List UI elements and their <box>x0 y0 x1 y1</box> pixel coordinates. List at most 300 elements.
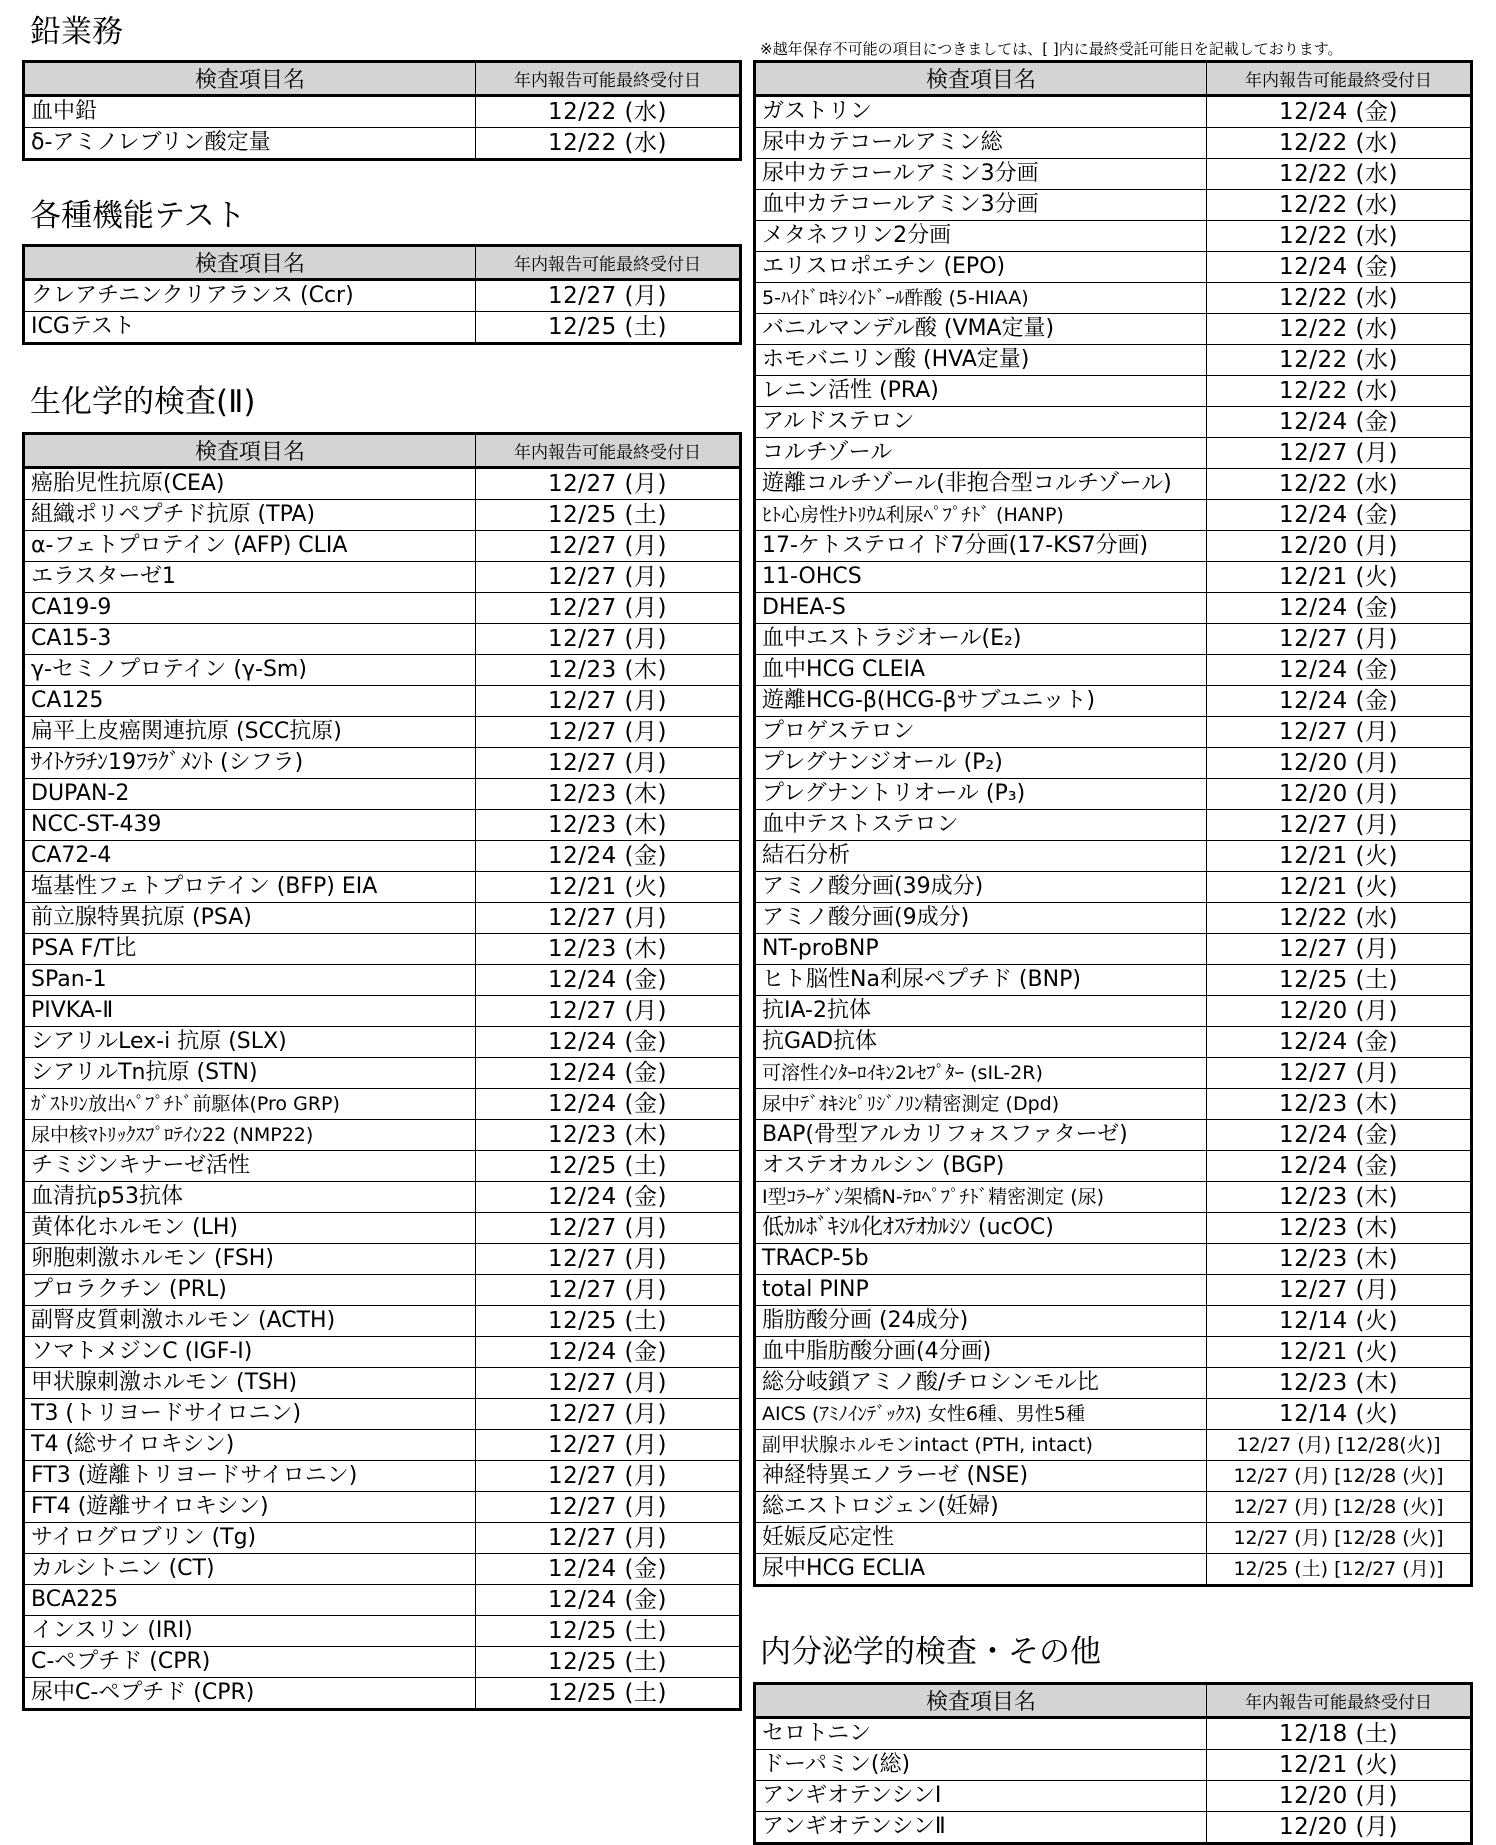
test-item-name: DUPAN-2 <box>24 779 476 810</box>
test-item-name: 抗IA-2抗体 <box>755 996 1207 1027</box>
deadline-date: 12/20 (月) <box>1207 1812 1472 1844</box>
table-row <box>24 655 741 686</box>
table-row <box>755 159 1472 190</box>
deadline-date: 12/20 (月) <box>1207 779 1472 810</box>
deadline-date: 12/27 (月) <box>1207 934 1472 965</box>
deadline-date: 12/27 (月) <box>476 1213 741 1244</box>
table-row <box>755 1089 1472 1120</box>
table-row <box>24 1616 741 1647</box>
table-row <box>755 1399 1472 1430</box>
deadline-date: 12/25 (土) <box>476 500 741 531</box>
table-row <box>755 96 1472 128</box>
table-row <box>755 779 1472 810</box>
table-function <box>22 244 742 345</box>
table-row <box>755 593 1472 624</box>
header-row <box>24 62 741 96</box>
deadline-date: 12/20 (月) <box>1207 1781 1472 1812</box>
test-item-name: 卵胞刺激ホルモン (FSH) <box>24 1244 476 1275</box>
deadline-date: 12/25 (土) [12/27 (月)] <box>1207 1554 1472 1586</box>
table-row <box>24 1213 741 1244</box>
table-row <box>755 1213 1472 1244</box>
test-item-name: 尿中ﾃﾞｵｷｼﾋﾟﾘｼﾞﾉﾘﾝ精密測定 (Dpd) <box>755 1089 1207 1120</box>
table-row <box>24 1151 741 1182</box>
table-row <box>755 1027 1472 1058</box>
table-row <box>755 1781 1472 1812</box>
test-item-name: プロゲステロン <box>755 717 1207 748</box>
test-item-name: TRACP-5b <box>755 1244 1207 1275</box>
deadline-date: 12/24 (金) <box>1207 593 1472 624</box>
test-item-name: 甲状腺刺激ホルモン (TSH) <box>24 1368 476 1399</box>
deadline-date: 12/27 (月) <box>476 468 741 500</box>
deadline-date: 12/27 (月) <box>476 686 741 717</box>
test-item-name: レニン活性 (PRA) <box>755 376 1207 407</box>
table-row <box>755 252 1472 283</box>
deadline-date: 12/27 (月) <box>476 1368 741 1399</box>
table-row <box>755 283 1472 314</box>
table-row <box>755 1151 1472 1182</box>
table-row <box>755 1058 1472 1089</box>
deadline-date: 12/23 (木) <box>476 934 741 965</box>
test-item-name: 血清抗p53抗体 <box>24 1182 476 1213</box>
section-title-endocrine: 内分泌学的検査・その他 <box>760 1634 1101 1670</box>
table-row <box>24 1306 741 1337</box>
test-item-name: 副甲状腺ホルモンintact (PTH, intact) <box>755 1430 1207 1461</box>
test-item-name: 癌胎児性抗原(CEA) <box>24 468 476 500</box>
test-item-name: 5-ﾊｲﾄﾞﾛｷｼｲﾝﾄﾞｰﾙ酢酸 (5-HIAA) <box>755 283 1207 314</box>
deadline-date: 12/24 (金) <box>1207 686 1472 717</box>
test-item-name: CA15-3 <box>24 624 476 655</box>
deadline-date: 12/25 (土) <box>476 1678 741 1710</box>
deadline-date: 12/27 (月) <box>476 280 741 312</box>
deadline-date: 12/27 (月) <box>476 1523 741 1554</box>
table-row <box>755 500 1472 531</box>
test-item-name: ｶﾞｽﾄﾘﾝ放出ﾍﾟﾌﾟﾁﾄﾞ前駆体(Pro GRP) <box>24 1089 476 1120</box>
deadline-date: 12/22 (水) <box>1207 314 1472 345</box>
test-item-name: アミノ酸分画(9成分) <box>755 903 1207 934</box>
table-row <box>755 314 1472 345</box>
deadline-date: 12/23 (木) <box>476 810 741 841</box>
deadline-date: 12/27 (月) <box>476 531 741 562</box>
deadline-date: 12/27 (月) <box>476 717 741 748</box>
test-item-name: サイログロブリン (Tg) <box>24 1523 476 1554</box>
test-item-name: シアリルLex-i 抗原 (SLX) <box>24 1027 476 1058</box>
test-item-name: インスリン (IRI) <box>24 1616 476 1647</box>
table-row <box>24 468 741 500</box>
deadline-date: 12/24 (金) <box>1207 655 1472 686</box>
table-row <box>24 1523 741 1554</box>
deadline-date: 12/21 (火) <box>1207 1750 1472 1781</box>
table-row <box>24 717 741 748</box>
table-row <box>755 841 1472 872</box>
deadline-date: 12/14 (火) <box>1207 1399 1472 1430</box>
test-item-name: δ-アミノレブリン酸定量 <box>24 128 476 160</box>
table-row <box>24 1244 741 1275</box>
table-row <box>24 1368 741 1399</box>
test-item-name: プレグナントリオール (P₃) <box>755 779 1207 810</box>
table-row <box>755 748 1472 779</box>
table-row <box>755 1120 1472 1151</box>
deadline-date: 12/22 (水) <box>476 96 741 128</box>
test-item-name: エリスロポエチン (EPO) <box>755 252 1207 283</box>
header-row <box>24 246 741 280</box>
column-header-name: 検査項目名 <box>24 434 476 468</box>
table-right <box>753 60 1473 1587</box>
deadline-date: 12/27 (月) [12/28(火)] <box>1207 1430 1472 1461</box>
deadline-date: 12/27 (月) <box>476 562 741 593</box>
table-row <box>755 903 1472 934</box>
column-header-name: 検査項目名 <box>755 62 1207 96</box>
table-row <box>24 903 741 934</box>
table-row <box>24 996 741 1027</box>
column-header-name: 検査項目名 <box>24 246 476 280</box>
test-item-name: 17-ケトステロイド7分画(17-KS7分画) <box>755 531 1207 562</box>
deadline-date: 12/18 (土) <box>1207 1718 1472 1750</box>
column-header-name: 検査項目名 <box>755 1684 1207 1718</box>
test-item-name: 尿中HCG ECLIA <box>755 1554 1207 1586</box>
deadline-date: 12/24 (金) <box>476 1554 741 1585</box>
test-item-name: 血中テストステロン <box>755 810 1207 841</box>
table-row <box>24 500 741 531</box>
table-row <box>24 1337 741 1368</box>
deadline-date: 12/22 (水) <box>1207 469 1472 500</box>
table-row <box>755 531 1472 562</box>
test-item-name: 血中HCG CLEIA <box>755 655 1207 686</box>
deadline-date: 12/23 (木) <box>1207 1089 1472 1120</box>
table-row <box>755 376 1472 407</box>
deadline-date: 12/25 (土) <box>476 312 741 344</box>
table-row <box>755 872 1472 903</box>
table-row <box>24 841 741 872</box>
test-item-name: チミジンキナーゼ活性 <box>24 1151 476 1182</box>
table-row <box>755 1492 1472 1523</box>
deadline-date: 12/22 (水) <box>1207 128 1472 159</box>
test-item-name: ICGテスト <box>24 312 476 344</box>
test-item-name: α-フェトプロテイン (AFP) CLIA <box>24 531 476 562</box>
deadline-date: 12/27 (月) <box>476 1399 741 1430</box>
test-item-name: NCC-ST-439 <box>24 810 476 841</box>
table-row <box>24 1585 741 1616</box>
table-row <box>755 1244 1472 1275</box>
table-row <box>755 1461 1472 1492</box>
deadline-date: 12/21 (火) <box>1207 841 1472 872</box>
table-row <box>24 1430 741 1461</box>
test-item-name: T4 (総サイロキシン) <box>24 1430 476 1461</box>
section-title-lead: 鉛業務 <box>30 14 123 50</box>
table-row <box>755 345 1472 376</box>
test-item-name: メタネフリン2分画 <box>755 221 1207 252</box>
test-item-name: 抗GAD抗体 <box>755 1027 1207 1058</box>
table-row <box>24 965 741 996</box>
header-row <box>755 1684 1472 1718</box>
table-row <box>24 531 741 562</box>
deadline-date: 12/21 (火) <box>1207 872 1472 903</box>
table-row <box>24 624 741 655</box>
deadline-date: 12/21 (火) <box>1207 562 1472 593</box>
test-item-name: 11-OHCS <box>755 562 1207 593</box>
table-row <box>755 1275 1472 1306</box>
table-row <box>755 1523 1472 1554</box>
test-item-name: SPan-1 <box>24 965 476 996</box>
deadline-date: 12/24 (金) <box>476 1089 741 1120</box>
test-item-name: 副腎皮質刺激ホルモン (ACTH) <box>24 1306 476 1337</box>
test-item-name: コルチゾール <box>755 438 1207 469</box>
test-item-name: 遊離コルチゾール(非抱合型コルチゾール) <box>755 469 1207 500</box>
header-row <box>24 434 741 468</box>
test-item-name: カルシトニン (CT) <box>24 1554 476 1585</box>
deadline-date: 12/24 (金) <box>1207 1027 1472 1058</box>
deadline-date: 12/21 (火) <box>476 872 741 903</box>
test-item-name: AICS (ｱﾐﾉｲﾝﾃﾞｯｸｽ) 女性6種、男性5種 <box>755 1399 1207 1430</box>
table-row <box>755 1337 1472 1368</box>
table-row <box>755 1750 1472 1781</box>
table-endocrine <box>753 1682 1473 1845</box>
table-row <box>24 779 741 810</box>
deadline-date: 12/24 (金) <box>476 1337 741 1368</box>
test-item-name: 前立腺特異抗原 (PSA) <box>24 903 476 934</box>
test-item-name: 総エストロジェン(妊婦) <box>755 1492 1207 1523</box>
table-row <box>755 221 1472 252</box>
table-row <box>24 872 741 903</box>
section-title-biochem: 生化学的検査(Ⅱ) <box>30 384 256 420</box>
table-row <box>24 1089 741 1120</box>
deadline-date: 12/27 (月) <box>476 1461 741 1492</box>
column-header-date: 年内報告可能最終受付日 <box>476 434 741 468</box>
deadline-date: 12/27 (月) <box>476 1492 741 1523</box>
test-item-name: 組織ポリペプチド抗原 (TPA) <box>24 500 476 531</box>
test-item-name: ガストリン <box>755 96 1207 128</box>
deadline-date: 12/22 (水) <box>1207 221 1472 252</box>
deadline-date: 12/27 (月) <box>1207 438 1472 469</box>
test-item-name: NT-proBNP <box>755 934 1207 965</box>
test-item-name: 血中鉛 <box>24 96 476 128</box>
test-item-name: 血中脂肪酸分画(4分画) <box>755 1337 1207 1368</box>
table-row <box>24 312 741 344</box>
table-row <box>755 810 1472 841</box>
table-row <box>24 1461 741 1492</box>
deadline-date: 12/22 (水) <box>1207 190 1472 221</box>
test-item-name: FT4 (遊離サイロキシン) <box>24 1492 476 1523</box>
table-row <box>24 96 741 128</box>
deadline-date: 12/27 (月) <box>476 903 741 934</box>
table-row <box>755 1430 1472 1461</box>
deadline-date: 12/24 (金) <box>476 841 741 872</box>
deadline-date: 12/27 (月) [12/28 (火)] <box>1207 1523 1472 1554</box>
table-row <box>755 934 1472 965</box>
deadline-date: 12/27 (月) <box>476 593 741 624</box>
deadline-date: 12/22 (水) <box>1207 903 1472 934</box>
table-row <box>755 190 1472 221</box>
test-item-name: 脂肪酸分画 (24成分) <box>755 1306 1207 1337</box>
deadline-date: 12/23 (木) <box>476 1120 741 1151</box>
table-row <box>24 748 741 779</box>
table-row <box>24 1399 741 1430</box>
deadline-date: 12/24 (金) <box>1207 1151 1472 1182</box>
deadline-date: 12/21 (火) <box>1207 1337 1472 1368</box>
table-lead <box>22 60 742 161</box>
test-item-name: ホモバニリン酸 (HVA定量) <box>755 345 1207 376</box>
table-row <box>755 1368 1472 1399</box>
deadline-date: 12/25 (土) <box>476 1151 741 1182</box>
test-item-name: total PINP <box>755 1275 1207 1306</box>
deadline-date: 12/23 (木) <box>1207 1182 1472 1213</box>
header-row <box>755 62 1472 96</box>
table-row <box>24 1678 741 1710</box>
table-row <box>24 128 741 160</box>
table-row <box>755 1306 1472 1337</box>
table-row <box>755 1718 1472 1750</box>
test-item-name: プレグナンジオール (P₂) <box>755 748 1207 779</box>
deadline-date: 12/25 (土) <box>1207 965 1472 996</box>
deadline-date: 12/22 (水) <box>1207 345 1472 376</box>
test-item-name: 尿中カテコールアミン3分画 <box>755 159 1207 190</box>
deadline-date: 12/24 (金) <box>1207 407 1472 438</box>
deadline-date: 12/24 (金) <box>476 1027 741 1058</box>
deadline-date: 12/27 (月) <box>476 996 741 1027</box>
deadline-date: 12/25 (土) <box>476 1306 741 1337</box>
deadline-date: 12/27 (月) [12/28 (火)] <box>1207 1492 1472 1523</box>
test-item-name: CA125 <box>24 686 476 717</box>
table-row <box>755 717 1472 748</box>
deadline-date: 12/27 (月) <box>476 624 741 655</box>
column-header-date: 年内報告可能最終受付日 <box>476 62 741 96</box>
deadline-date: 12/27 (月) <box>1207 624 1472 655</box>
test-item-name: ｻｲﾄｹﾗﾁﾝ19ﾌﾗｸﾞﾒﾝﾄ (シフラ) <box>24 748 476 779</box>
test-item-name: PSA F/T比 <box>24 934 476 965</box>
deadline-date: 12/22 (水) <box>1207 376 1472 407</box>
test-item-name: DHEA-S <box>755 593 1207 624</box>
table-row <box>755 624 1472 655</box>
table-row <box>755 996 1472 1027</box>
test-item-name: Ⅰ型ｺﾗｰｹﾞﾝ架橋N-ﾃﾛﾍﾟﾌﾟﾁﾄﾞ精密測定 (尿) <box>755 1182 1207 1213</box>
table-row <box>755 1554 1472 1586</box>
test-item-name: 扁平上皮癌関連抗原 (SCC抗原) <box>24 717 476 748</box>
deadline-date: 12/24 (金) <box>476 1058 741 1089</box>
table-biochem <box>22 432 742 1711</box>
deadline-date: 12/22 (水) <box>1207 283 1472 314</box>
deadline-date: 12/24 (金) <box>476 1585 741 1616</box>
table-row <box>755 562 1472 593</box>
deadline-date: 12/25 (土) <box>476 1647 741 1678</box>
deadline-date: 12/22 (水) <box>1207 159 1472 190</box>
test-item-name: ﾋﾄ心房性ﾅﾄﾘｳﾑ利尿ﾍﾟﾌﾟﾁﾄﾞ (HANP) <box>755 500 1207 531</box>
table-row <box>24 934 741 965</box>
test-item-name: 血中カテコールアミン3分画 <box>755 190 1207 221</box>
test-item-name: 可溶性ｲﾝﾀｰﾛｲｷﾝ2ﾚｾﾌﾟﾀｰ (sIL-2R) <box>755 1058 1207 1089</box>
test-item-name: 血中エストラジオール(E₂) <box>755 624 1207 655</box>
table-row <box>755 1182 1472 1213</box>
deadline-date: 12/23 (木) <box>1207 1244 1472 1275</box>
table-row <box>755 438 1472 469</box>
deadline-date: 12/24 (金) <box>476 965 741 996</box>
test-item-name: ヒト脳性Na利尿ペプチド (BNP) <box>755 965 1207 996</box>
test-item-name: アルドステロン <box>755 407 1207 438</box>
deadline-date: 12/23 (木) <box>1207 1368 1472 1399</box>
test-item-name: BCA225 <box>24 1585 476 1616</box>
test-item-name: アンギオテンシンⅡ <box>755 1812 1207 1844</box>
column-header-date: 年内報告可能最終受付日 <box>1207 62 1472 96</box>
test-item-name: CA72-4 <box>24 841 476 872</box>
test-item-name: 妊娠反応定性 <box>755 1523 1207 1554</box>
deadline-date: 12/22 (水) <box>476 128 741 160</box>
column-header-name: 検査項目名 <box>24 62 476 96</box>
deadline-date: 12/27 (月) <box>1207 810 1472 841</box>
test-item-name: T3 (トリヨードサイロニン) <box>24 1399 476 1430</box>
test-item-name: 総分岐鎖アミノ酸/チロシンモル比 <box>755 1368 1207 1399</box>
retention-note: ※越年保存不可能の項目につきましては、[ ]内に最終受託可能日を記載しております。 <box>760 40 1343 58</box>
test-item-name: バニルマンデル酸 (VMA定量) <box>755 314 1207 345</box>
deadline-date: 12/27 (月) [12/28 (火)] <box>1207 1461 1472 1492</box>
deadline-date: 12/24 (金) <box>1207 1120 1472 1151</box>
test-item-name: 黄体化ホルモン (LH) <box>24 1213 476 1244</box>
deadline-date: 12/27 (月) <box>1207 1275 1472 1306</box>
deadline-date: 12/24 (金) <box>1207 96 1472 128</box>
test-item-name: 低ｶﾙﾎﾞｷｼﾙ化ｵｽﾃｵｶﾙｼﾝ (ucOC) <box>755 1213 1207 1244</box>
deadline-date: 12/27 (月) <box>476 1275 741 1306</box>
test-item-name: アミノ酸分画(39成分) <box>755 872 1207 903</box>
table-row <box>24 810 741 841</box>
column-header-date: 年内報告可能最終受付日 <box>1207 1684 1472 1718</box>
deadline-date: 12/24 (金) <box>1207 252 1472 283</box>
table-row <box>24 1275 741 1306</box>
deadline-date: 12/14 (火) <box>1207 1306 1472 1337</box>
table-row <box>24 1492 741 1523</box>
test-item-name: FT3 (遊離トリヨードサイロニン) <box>24 1461 476 1492</box>
table-row <box>24 1647 741 1678</box>
test-item-name: BAP(骨型アルカリフォスファターゼ) <box>755 1120 1207 1151</box>
table-row <box>24 562 741 593</box>
table-row <box>24 686 741 717</box>
section-title-function: 各種機能テスト <box>30 198 246 234</box>
table-row <box>755 686 1472 717</box>
test-item-name: 遊離HCG-β(HCG-βサブユニット) <box>755 686 1207 717</box>
deadline-date: 12/27 (月) <box>1207 1058 1472 1089</box>
deadline-date: 12/25 (土) <box>476 1616 741 1647</box>
test-item-name: セロトニン <box>755 1718 1207 1750</box>
test-item-name: クレアチニンクリアランス (Ccr) <box>24 280 476 312</box>
deadline-date: 12/20 (月) <box>1207 748 1472 779</box>
deadline-date: 12/27 (月) <box>1207 717 1472 748</box>
table-row <box>755 965 1472 996</box>
deadline-date: 12/23 (木) <box>476 779 741 810</box>
test-item-name: アンギオテンシンⅠ <box>755 1781 1207 1812</box>
test-item-name: ソマトメジンC (IGF-I) <box>24 1337 476 1368</box>
test-item-name: 結石分析 <box>755 841 1207 872</box>
deadline-date: 12/27 (月) <box>476 1430 741 1461</box>
test-item-name: C-ペプチド (CPR) <box>24 1647 476 1678</box>
table-row <box>24 1120 741 1151</box>
deadline-date: 12/23 (木) <box>476 655 741 686</box>
table-row <box>755 655 1472 686</box>
table-row <box>24 1554 741 1585</box>
test-item-name: 尿中C-ペプチド (CPR) <box>24 1678 476 1710</box>
test-item-name: プロラクチン (PRL) <box>24 1275 476 1306</box>
test-item-name: 尿中核ﾏﾄﾘｯｸｽﾌﾟﾛﾃｲﾝ22 (NMP22) <box>24 1120 476 1151</box>
table-row <box>24 1027 741 1058</box>
table-row <box>24 593 741 624</box>
test-item-name: ドーパミン(総) <box>755 1750 1207 1781</box>
deadline-date: 12/24 (金) <box>1207 500 1472 531</box>
deadline-date: 12/24 (金) <box>476 1182 741 1213</box>
table-row <box>24 1058 741 1089</box>
test-item-name: PIVKA-Ⅱ <box>24 996 476 1027</box>
deadline-date: 12/27 (月) <box>476 748 741 779</box>
table-row <box>755 469 1472 500</box>
deadline-date: 12/27 (月) <box>476 1244 741 1275</box>
table-row <box>24 280 741 312</box>
table-row <box>755 1812 1472 1844</box>
table-row <box>24 1182 741 1213</box>
test-item-name: 尿中カテコールアミン総 <box>755 128 1207 159</box>
